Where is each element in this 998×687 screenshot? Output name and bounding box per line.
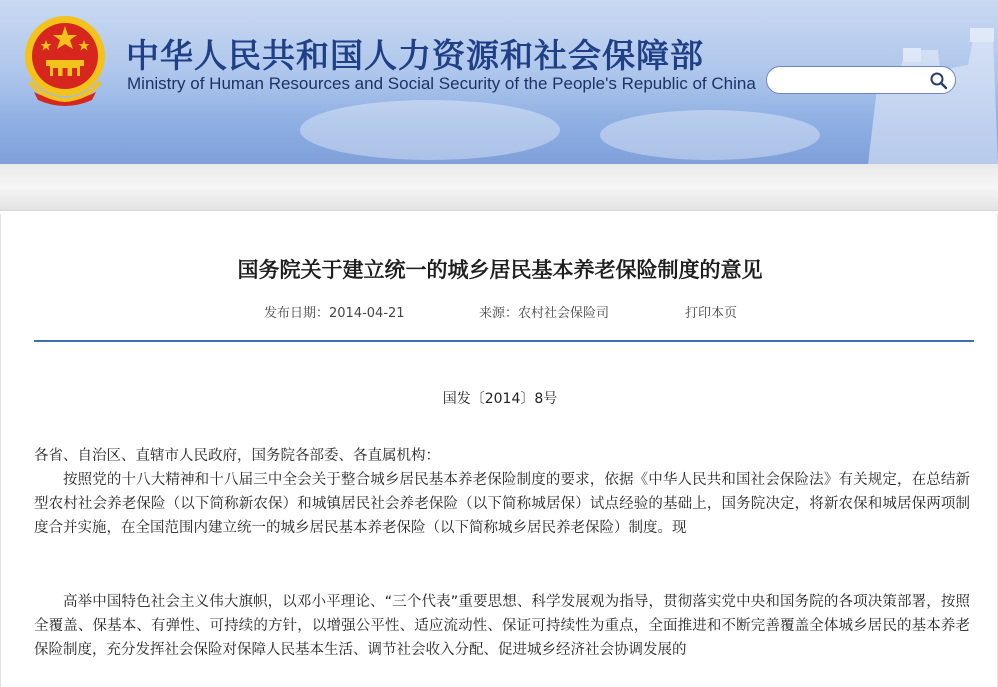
print-page-link[interactable]: 打印本页	[685, 306, 738, 321]
article-paragraph	[34, 590, 970, 662]
addressee-text: 各省、自治区、直辖市人民政府，国务院各部委、各直属机构：	[34, 448, 440, 464]
paragraph-text: 按照党的十八大精神和十八届三中全会关于整合城乡居民基本养老保险制度的要求，依据《中华人民共和国社会保险法》有关规定，在总结新型农村社会养老保险（以下简称新农保）和城镇居民社会养老保险（以下简称城居保）试点经验的基础上，国务院决定，将新农保和城居保两项制度合并实施，在全国范围内建立统一的城乡居民基本养老保险（以下简称城乡居民养老保险）制度。现	[34, 472, 970, 536]
article-container	[0, 214, 998, 687]
site-title-chinese: 中华人民共和国人力资源和社会保障部	[126, 36, 704, 75]
title-divider	[34, 340, 974, 342]
publish-date: 发布日期：2014-04-21	[264, 306, 405, 321]
site-title-english: Ministry of Human Resources and Social Security of the People's Republic of China	[127, 74, 756, 93]
navigation-band	[0, 164, 998, 211]
article-source: 来源：农村社会保险司	[479, 306, 610, 321]
search-input[interactable]	[777, 70, 929, 92]
article-title: 国务院关于建立统一的城乡居民基本养老保险制度的意见	[237, 258, 763, 282]
document-number: 国发〔2014〕8号	[442, 391, 558, 407]
header-cloud-decoration	[300, 100, 560, 160]
search-box	[766, 66, 956, 94]
paragraph-text: 高举中国特色社会主义伟大旗帜，以邓小平理论、“三个代表”重要思想、科学发展观为指导，贯彻落实党中央和国务院的各项决策部署，按照全覆盖、保基本、有弹性、可持续的方针，以增强公平性、适应流动性、保证可持续性为重点，全面推进和不断完善覆盖全体城乡居民的基本养老保险制度，充分发挥社会保险对保障人民基本生活、调节社会收入分配、促进城乡经济社会协调发展的	[34, 594, 970, 658]
header-cloud-decoration	[600, 110, 820, 160]
article-paragraph	[34, 468, 970, 540]
national-emblem-icon	[22, 12, 108, 106]
addressee-line	[34, 444, 970, 468]
search-icon[interactable]	[929, 71, 949, 91]
site-header	[0, 0, 998, 164]
